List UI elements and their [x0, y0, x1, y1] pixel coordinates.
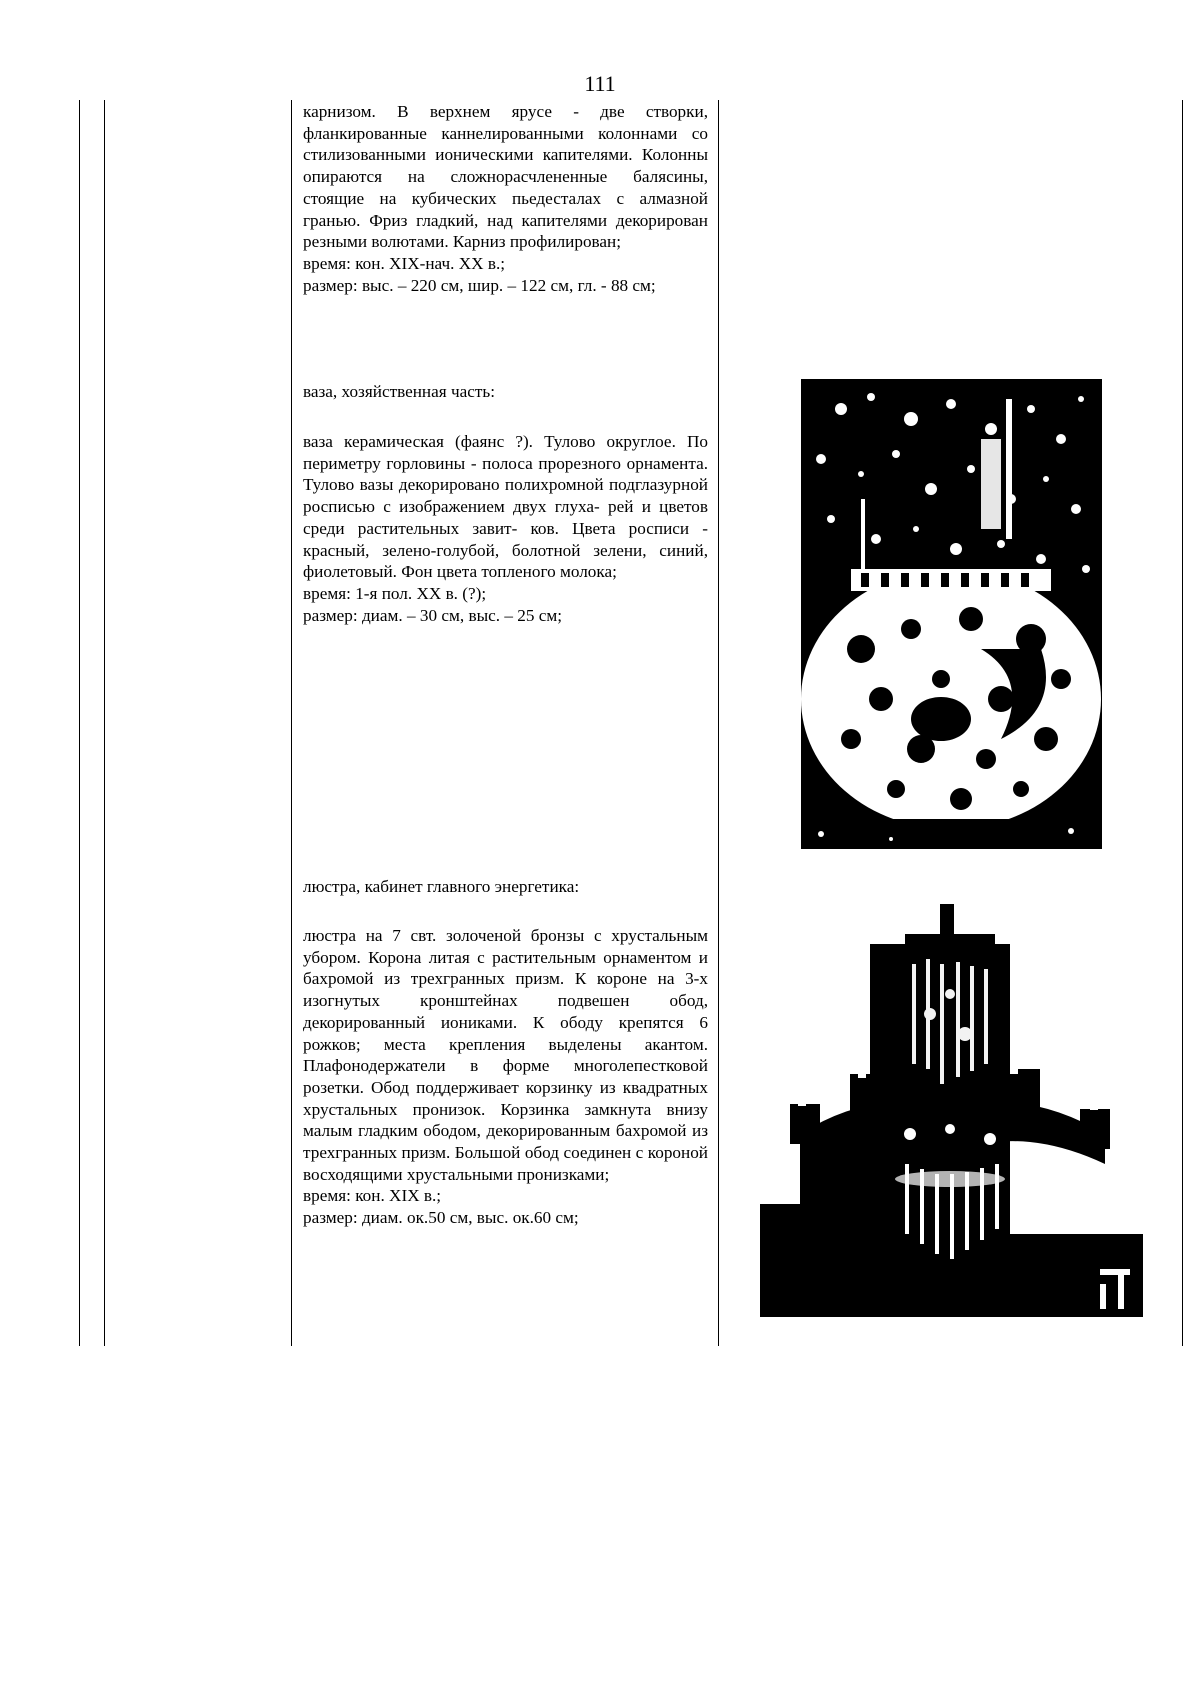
chandelier-time: время: кон. XIX в.; — [303, 1186, 442, 1206]
chandelier-photo — [760, 874, 1143, 1317]
entry-cabinet-continuation — [303, 101, 708, 296]
entry-chandelier-caption — [303, 876, 708, 898]
chandelier-description: люстра на 7 свт. золоченой бронзы с хрустальным убором. Корона литая с растительным орнаментом и бахромой из трехгранных призм. К короне на 3-х изогнутых кронштейнах подвешен обод, декорированный иониками. К ободу крепятся 6 рожков; места крепления выделены акантом. Плафонодержатели в форме многолепестковой розетки. Обод поддерживает корзинку из квадратных хрустальных пронизок. Корзинка замкнута внизу малым гладким ободом, декорированным бахромой из трехгранных призм. Большой обод соединен с короной восходящими хрустальными пронизками; — [303, 926, 708, 1184]
table-rule-text-right — [718, 100, 719, 1346]
cabinet-description: карнизом. В верхнем ярусе - две створки, фланкированные каннелированными колоннами со стилизованными ионическими капителями. Колонны опираются на сложнорасчлененные балясины, стоящие на кубических пьедесталах с алмазной гранью. Фриз гладкий, над капителями декорирован резными волютами. Карниз профилирован; — [303, 102, 708, 252]
entry-vase — [303, 431, 708, 626]
page-number: 111 — [584, 71, 616, 96]
vase-photo-image — [801, 379, 1102, 849]
cabinet-time: время: кон. XIX-нач. XX в.; — [303, 253, 506, 273]
entry-chandelier — [303, 925, 708, 1229]
chandelier-size: размер: диам. ок.50 см, выс. ок.60 см; — [303, 1208, 579, 1228]
vase-caption: ваза, хозяйственная часть: — [303, 382, 495, 401]
chandelier-caption: люстра, кабинет главного энергетика: — [303, 877, 580, 896]
table-rule-left-inner — [104, 100, 105, 1346]
vase-photo — [801, 379, 1102, 849]
vase-size: размер: диам. – 30 см, выс. – 25 см; — [303, 605, 562, 625]
chandelier-photo-image — [760, 874, 1143, 1317]
entry-vase-caption — [303, 381, 708, 403]
cabinet-size: размер: выс. – 220 см, шир. – 122 см, гл. - 88 см; — [303, 275, 656, 295]
vase-time: время: 1-я пол. XX в. (?); — [303, 583, 487, 603]
vase-description: ваза керамическая (фаянс ?). Тулово округлое. По периметру горловины - полоса прорезного орнамента. Тулово вазы декорировано полихромной подглазурной росписью с изображением двух глуха- рей и цветов среди растительных завит- ков. Цвета росписи - красный, зелено-голубой, болотной зелени, синий, фиолетовый. Фон цвета топленого молока; — [303, 432, 708, 582]
table-rule-left-outer — [79, 100, 80, 1346]
table-rule-right-outer — [1182, 100, 1183, 1346]
table-rule-text-left — [291, 100, 292, 1346]
